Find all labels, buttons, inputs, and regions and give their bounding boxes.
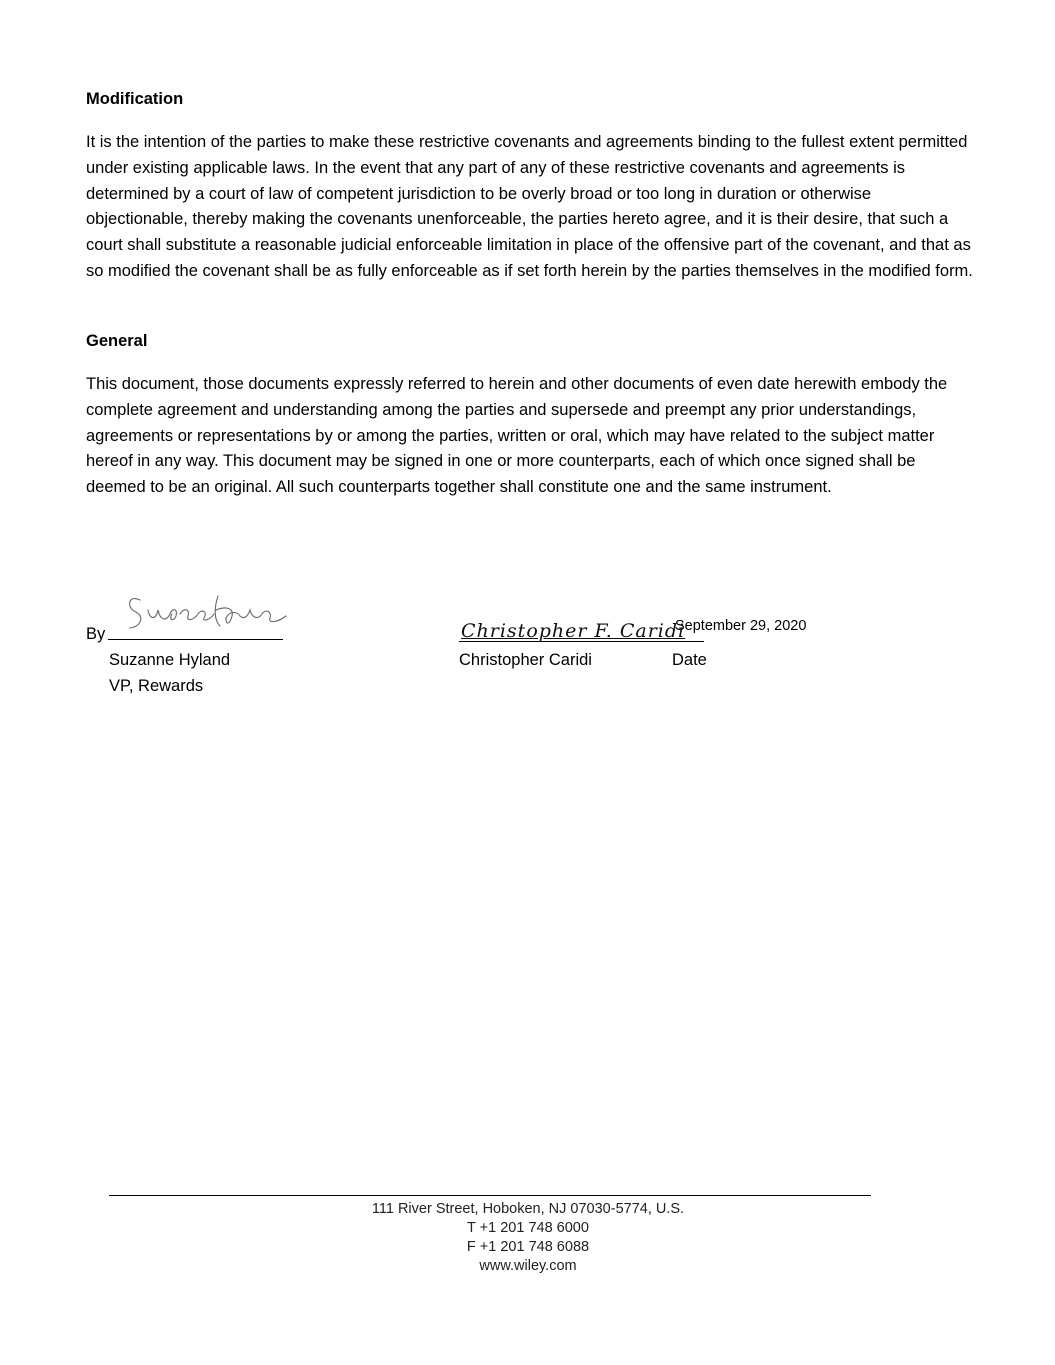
general-heading: General bbox=[86, 332, 148, 350]
signature-date-value: September 29, 2020 bbox=[675, 618, 807, 634]
signer-name-left: Suzanne Hyland bbox=[109, 651, 231, 669]
suzanne-hyland-signature bbox=[122, 586, 292, 638]
footer bbox=[109, 1200, 947, 1276]
signer-name-right: Christopher Caridi bbox=[459, 651, 592, 669]
modification-heading: Modification bbox=[86, 90, 184, 108]
signature-line-right bbox=[459, 641, 704, 642]
footer-address: 111 River Street, Hoboken, NJ 07030-5774, U.S. bbox=[371, 1201, 685, 1217]
modification-paragraph: It is the intention of the parties to make these restrictive covenants and agreements binding to the fullest extent permitted under existing applicable laws. In the event that any part of any of these restrictive covenants and agreements is determined by a court of law of competent jurisdiction to be overly broad or too long in duration or otherwise objectionable, thereby making the covenants unenforceable, the parties hereto agree, and it is their desire, that such a court shall substitute a reasonable judicial enforceable limitation in place of the offensive part of the covenant, and that as so modified the covenant shall be as fully enforceable as if set forth herein by the parties themselves in the modified form. bbox=[86, 133, 973, 280]
footer-website: www.wiley.com bbox=[479, 1258, 577, 1274]
christopher-caridi-signature: Christopher F. Caridi bbox=[461, 620, 686, 642]
signature-line-left bbox=[108, 639, 283, 640]
signature-block-left bbox=[86, 586, 346, 706]
footer-divider bbox=[109, 1195, 871, 1196]
general-paragraph: This document, those documents expressly referred to herein and other documents of even date herewith embody the complete agreement and understanding among the parties and supersede and preempt any prior understandings, agreements or representations by or among the parties, written or oral, which may have related to the subject matter hereof in any way. This document may be signed in one or more counterparts, each of which once signed shall be deemed to be an original. All such counterparts together shall constitute one and the same instrument. bbox=[86, 375, 948, 497]
footer-phone: T +1 201 748 6000 bbox=[467, 1220, 589, 1236]
signature-block-right bbox=[459, 610, 839, 680]
signer-title-left: VP, Rewards bbox=[109, 677, 204, 695]
date-label: Date bbox=[672, 651, 707, 669]
by-label: By bbox=[86, 625, 106, 643]
footer-fax: F +1 201 748 6088 bbox=[466, 1239, 590, 1255]
